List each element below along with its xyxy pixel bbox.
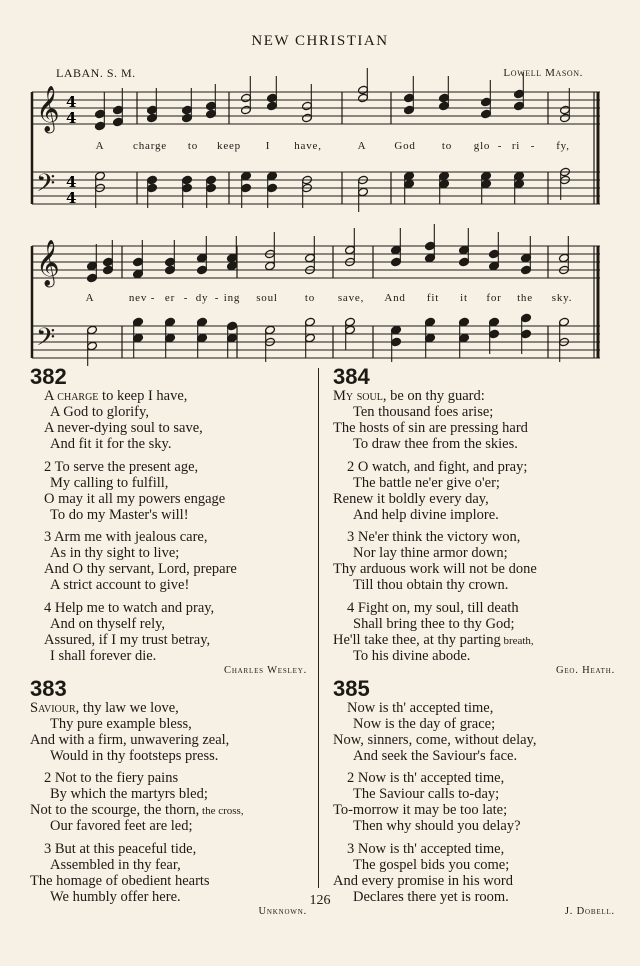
hymn-number: 383 bbox=[30, 675, 67, 701]
music-staves bbox=[32, 86, 600, 358]
composer-credit: Lowell Mason. bbox=[503, 67, 583, 79]
hymn-number: 384 bbox=[333, 364, 370, 389]
lyrics-line-2 bbox=[0, 292, 640, 308]
verse-line: And seek the Saviour's face. bbox=[353, 747, 518, 764]
verse bbox=[30, 700, 315, 764]
lyric-syllable: fy, bbox=[556, 140, 570, 152]
verse-line: 4 Help me to watch and pray, bbox=[44, 599, 215, 616]
verse-line: 3 Now is th' accepted time, bbox=[347, 840, 505, 857]
verse-line: Thy arduous work will not be done bbox=[333, 561, 537, 577]
lyric-syllable: to bbox=[441, 140, 453, 152]
lyric-syllable: A bbox=[85, 292, 95, 304]
verse-line: 4 Fight on, my soul, till death bbox=[347, 599, 519, 616]
lyric-syllable: nev bbox=[128, 292, 148, 304]
verse-line: 3 Arm me with jealous care, bbox=[44, 529, 208, 545]
lyric-syllable: charge bbox=[133, 140, 167, 152]
hymn-number: 382 bbox=[30, 364, 67, 389]
verse bbox=[333, 700, 623, 764]
author-credit: Charles Wesley. bbox=[224, 664, 307, 676]
lyric-syllable: God bbox=[394, 140, 416, 152]
line-rest: thy law we love, bbox=[79, 699, 179, 716]
hymn-number: 385 bbox=[333, 675, 370, 701]
verse-line: Would in thy footsteps press. bbox=[50, 747, 219, 764]
author-credit: J. Dobell. bbox=[564, 905, 615, 917]
lyric-syllable: ri bbox=[511, 140, 521, 152]
hymn-384 bbox=[333, 366, 623, 678]
verse-line: Declares there yet is room. bbox=[353, 888, 509, 905]
first-words: Saviour, bbox=[30, 699, 80, 716]
verse-line: The gospel bids you come; bbox=[353, 856, 510, 873]
lyric-syllable: - bbox=[497, 140, 503, 152]
hymn-382 bbox=[30, 366, 315, 678]
verse-line bbox=[30, 802, 315, 818]
lyric-syllable: - bbox=[183, 292, 189, 304]
verse-line: 3 Ne'er think the victory won, bbox=[347, 529, 521, 545]
treble-clef: 𝄞 bbox=[36, 86, 60, 132]
lyric-syllable: er bbox=[164, 292, 176, 304]
lyric-syllable: A bbox=[357, 140, 367, 152]
verse bbox=[333, 770, 623, 834]
verse-line: 2 O watch, and fight, and pray; bbox=[347, 458, 528, 475]
lyric-syllable: dy bbox=[195, 292, 209, 304]
hymn-385 bbox=[333, 675, 623, 919]
lyric-syllable: I bbox=[265, 140, 271, 152]
verse bbox=[333, 600, 623, 664]
music-notes bbox=[87, 68, 571, 366]
verse bbox=[30, 600, 315, 664]
bass-clef: 𝄢 bbox=[36, 323, 56, 358]
verse-line: And fit it for the sky. bbox=[50, 436, 172, 452]
sheet-music bbox=[0, 0, 640, 370]
left-column bbox=[30, 366, 315, 919]
verse-line: A God to glorify, bbox=[50, 404, 149, 420]
lyric-syllable: - bbox=[150, 292, 156, 304]
verse-line: Assured, if I my trust betray, bbox=[44, 631, 211, 648]
verse-line: I shall forever die. bbox=[50, 647, 157, 664]
verse-line: A never-dying soul to save, bbox=[44, 420, 203, 436]
time-signature: 4 bbox=[66, 173, 77, 191]
line-rest: be on thy guard: bbox=[386, 388, 485, 404]
line-rest: to keep I have, bbox=[98, 388, 188, 404]
lyric-syllable: And bbox=[384, 292, 406, 304]
page-title: NEW CHRISTIAN bbox=[251, 33, 389, 49]
right-column bbox=[333, 366, 623, 919]
verse-line: We humbly offer here. bbox=[50, 888, 181, 905]
bass-clef: 𝄢 bbox=[36, 169, 56, 204]
lyric-syllable: fit bbox=[426, 292, 440, 304]
lyric-syllable: save, bbox=[337, 292, 365, 304]
author-credit: Geo. Heath. bbox=[555, 664, 615, 676]
lyric-syllable: have, bbox=[294, 140, 322, 152]
verse-line bbox=[30, 700, 315, 716]
verse-line bbox=[333, 388, 623, 404]
line-small: breath, bbox=[500, 634, 534, 647]
lyric-syllable: for bbox=[486, 292, 502, 304]
verse-line: The battle ne'er give o'er; bbox=[353, 474, 500, 491]
lyric-syllable: to bbox=[187, 140, 199, 152]
line-main: He'll take thee, at thy parting bbox=[333, 631, 501, 648]
verse-line: The homage of obedient hearts bbox=[30, 872, 210, 889]
lyric-syllable: ing bbox=[223, 292, 241, 304]
verse-line: My calling to fulfill, bbox=[50, 474, 169, 491]
verse-line: Now is the day of grace; bbox=[353, 715, 496, 732]
verse-line: By which the martyrs bled; bbox=[50, 786, 208, 802]
verse-line: O may it all my powers engage bbox=[44, 490, 226, 507]
verse-line: 2 To serve the present age, bbox=[44, 458, 199, 475]
verse-line: Thy pure example bless, bbox=[50, 715, 192, 732]
verse bbox=[333, 388, 623, 452]
column-divider bbox=[318, 368, 319, 888]
lyric-syllable: to bbox=[304, 292, 316, 304]
verse-line: Till thou obtain thy crown. bbox=[353, 577, 509, 593]
verse-line: And every promise in his word bbox=[333, 872, 514, 889]
verse-line: As in thy sight to live; bbox=[50, 545, 180, 561]
verse-line: Shall bring thee to thy God; bbox=[353, 615, 515, 632]
verse bbox=[30, 388, 315, 452]
verse-line: And O thy servant, Lord, prepare bbox=[44, 561, 237, 577]
verse-line bbox=[30, 388, 315, 404]
verse-line: Our favored feet are led; bbox=[50, 818, 193, 834]
lyric-syllable: soul bbox=[256, 292, 278, 304]
verse-line: Now is th' accepted time, bbox=[347, 699, 494, 716]
verse-line: A strict account to give! bbox=[50, 577, 190, 593]
lyric-syllable: - bbox=[530, 140, 536, 152]
verse-line: Ten thousand foes arise; bbox=[353, 404, 494, 420]
first-words: A charge bbox=[44, 388, 99, 404]
tune-name: LABAN. S. M. bbox=[56, 66, 136, 80]
lyric-syllable: the bbox=[517, 292, 533, 304]
verse-line: The hosts of sin are pressing hard bbox=[333, 420, 528, 436]
treble-clef: 𝄞 bbox=[36, 240, 60, 286]
verse-line: Then why should you delay? bbox=[353, 818, 521, 834]
verse-line bbox=[333, 632, 623, 648]
verse-line: And with a firm, unwavering zeal, bbox=[30, 731, 230, 748]
verse-line: To-morrow it may be too late; bbox=[333, 802, 508, 818]
verse bbox=[30, 770, 315, 834]
verse-line: To draw thee from the skies. bbox=[353, 436, 518, 452]
time-signature: 4 bbox=[66, 109, 77, 127]
first-words: My soul, bbox=[333, 388, 387, 404]
verse-line: Now, sinners, come, without delay, bbox=[333, 731, 537, 748]
lyric-syllable: glo bbox=[473, 140, 491, 152]
lyric-syllable: sky. bbox=[551, 292, 573, 304]
verse-line: 3 But at this peaceful tide, bbox=[44, 840, 197, 857]
verse bbox=[30, 529, 315, 593]
verse-line: 2 Now is th' accepted time, bbox=[347, 770, 505, 786]
verse-line: And on thyself rely, bbox=[50, 615, 166, 632]
author-credit: Unknown. bbox=[258, 905, 307, 917]
verse-line: Assembled in thy fear, bbox=[50, 856, 181, 873]
line-small: the cross, bbox=[199, 805, 244, 817]
verse-line: Nor lay thine armor down; bbox=[353, 545, 508, 561]
lyric-syllable: A bbox=[95, 140, 105, 152]
lyric-syllable: keep bbox=[217, 140, 241, 152]
verse-line: And help divine implore. bbox=[353, 506, 499, 523]
verse bbox=[30, 459, 315, 523]
verse bbox=[333, 459, 623, 523]
time-signature: 4 bbox=[66, 189, 77, 207]
verse-line: 2 Not to the fiery pains bbox=[44, 770, 179, 786]
verse-line: Renew it boldly every day, bbox=[333, 490, 489, 507]
lyric-syllable: it bbox=[460, 292, 468, 304]
time-signature: 4 bbox=[66, 93, 77, 111]
verse bbox=[333, 529, 623, 593]
verse-line: The Saviour calls to-day; bbox=[353, 786, 500, 802]
lyric-syllable: - bbox=[214, 292, 220, 304]
page-number: 126 bbox=[309, 893, 331, 908]
lyrics-line-1 bbox=[0, 140, 640, 156]
hymn-383 bbox=[30, 675, 315, 919]
verse-line: To do my Master's will! bbox=[50, 506, 189, 523]
line-main: Not to the scourge, the thorn, bbox=[30, 802, 200, 818]
verse-line: To his divine abode. bbox=[353, 647, 471, 664]
